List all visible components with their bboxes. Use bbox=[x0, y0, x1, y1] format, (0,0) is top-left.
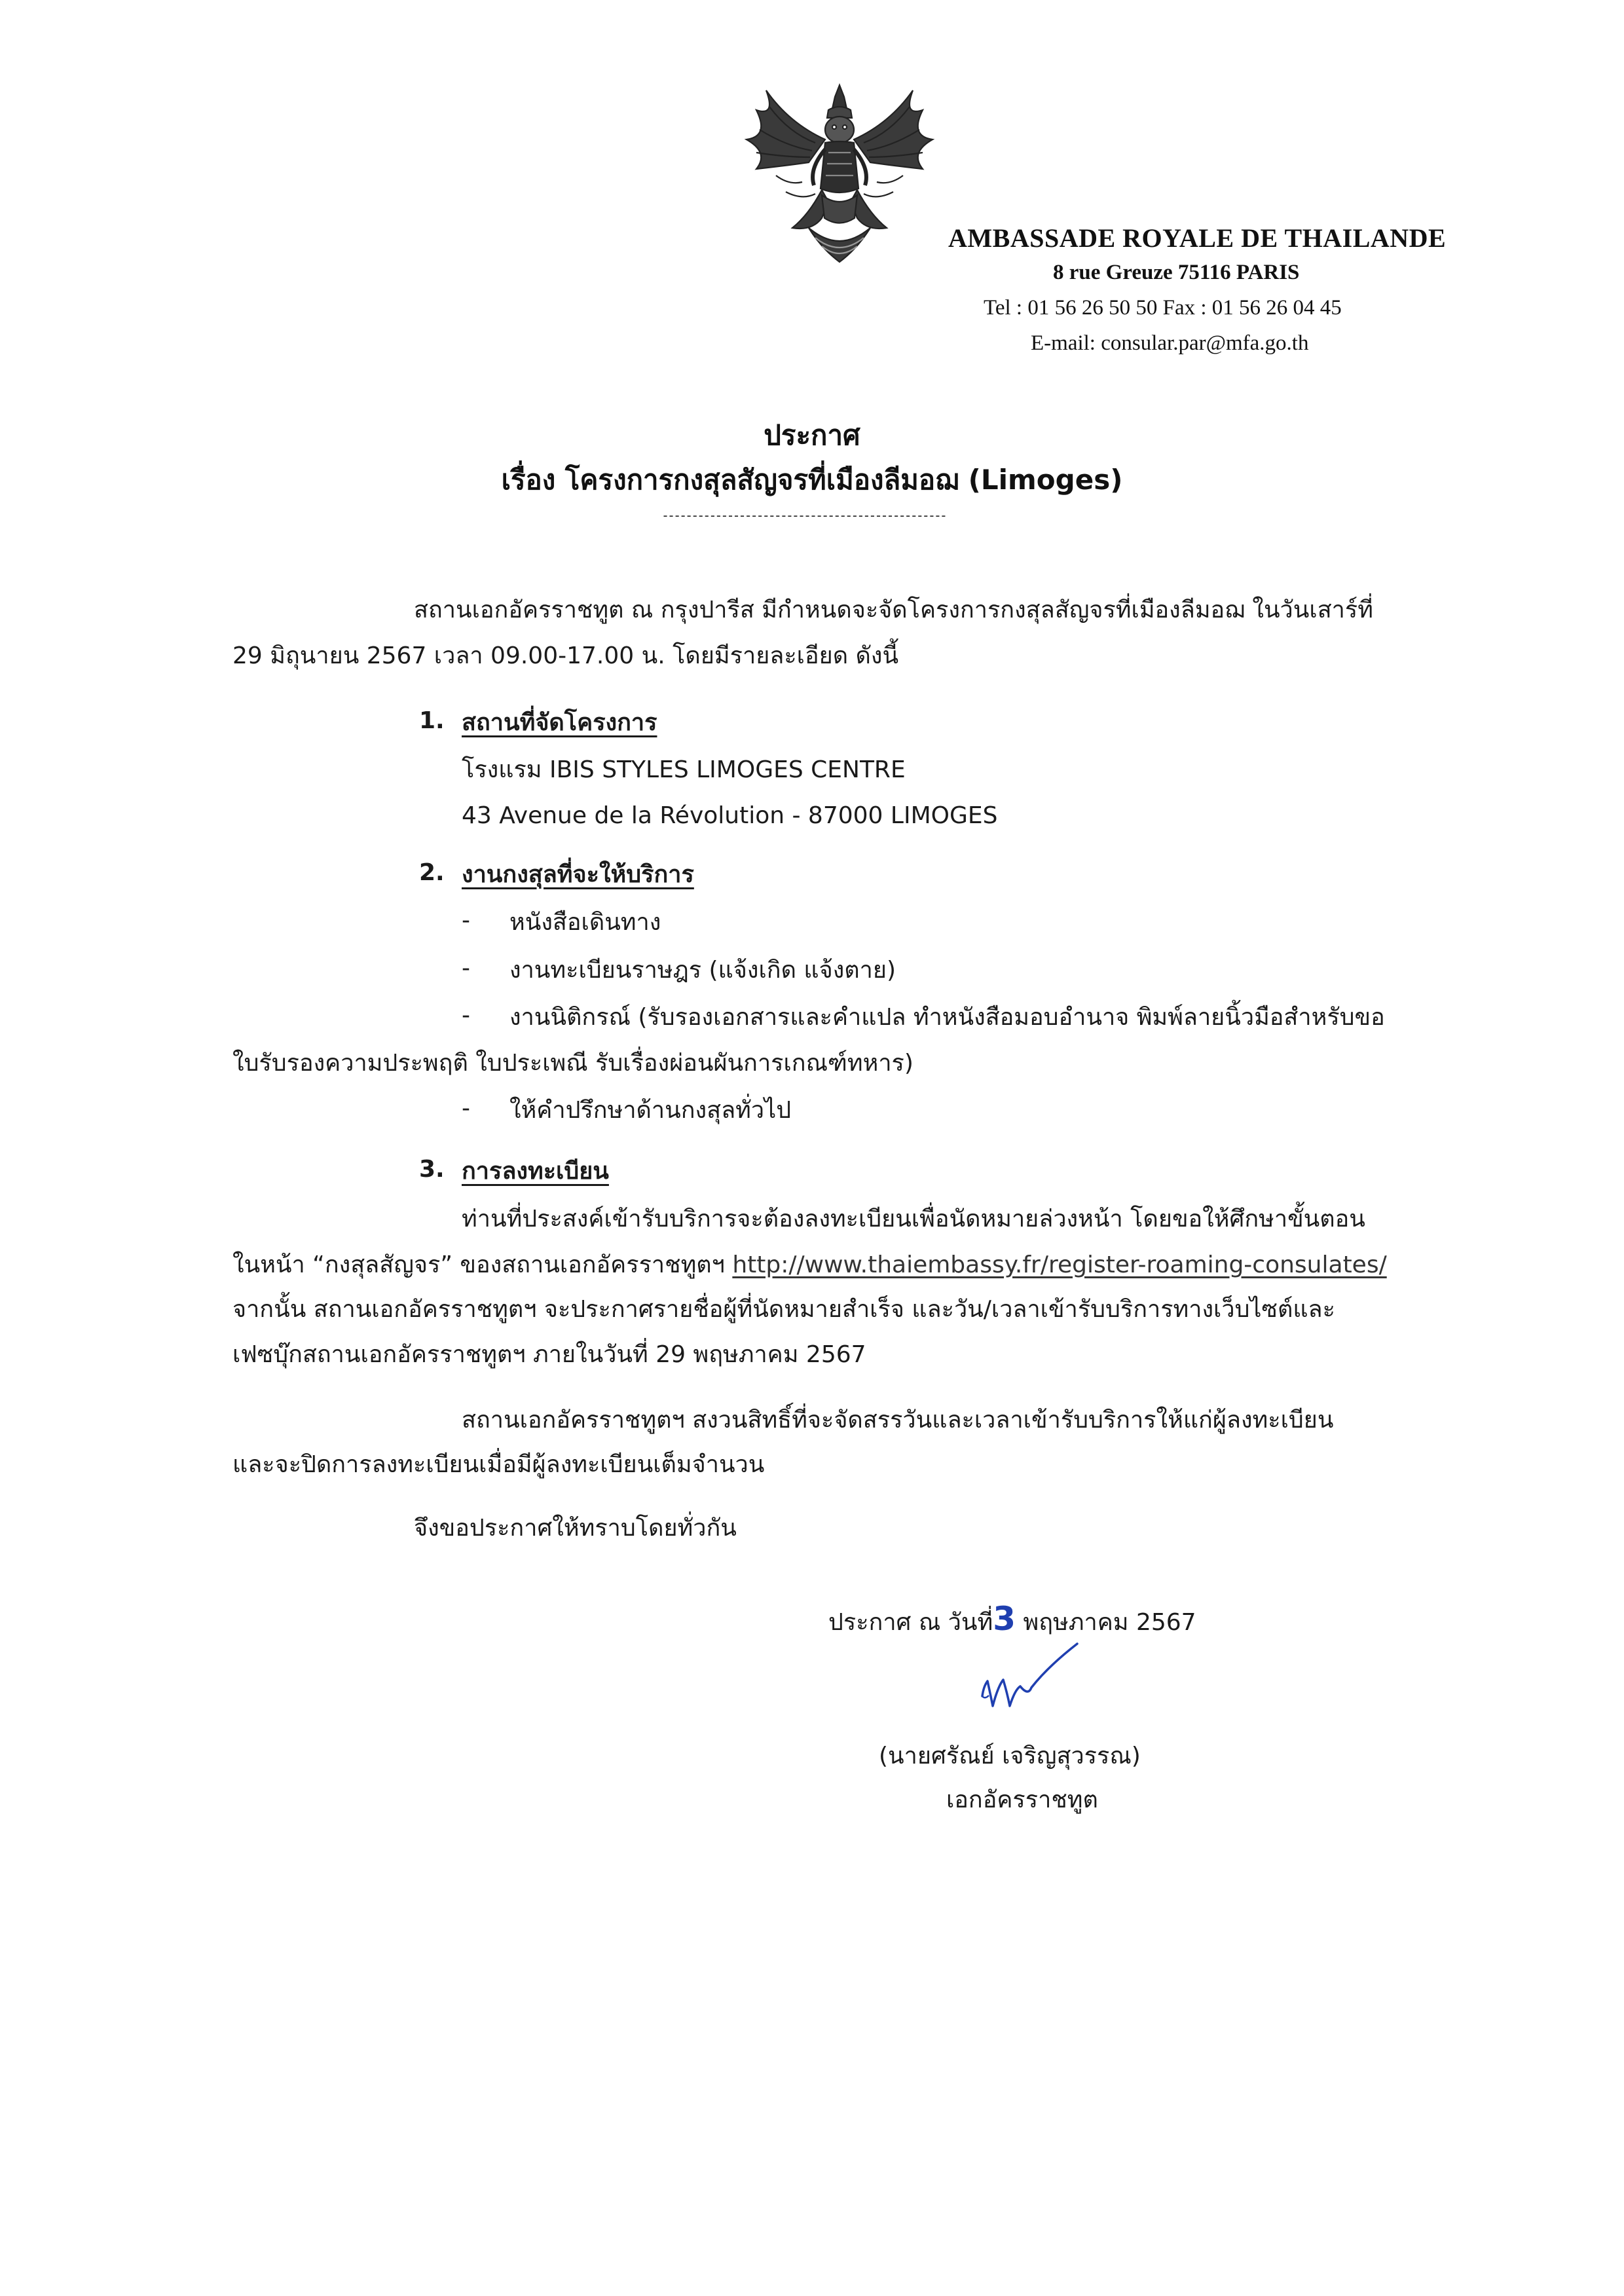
bullet: - bbox=[462, 1095, 470, 1122]
title-separator: ------------------------------------------------ bbox=[661, 508, 946, 523]
bullet: - bbox=[462, 907, 470, 934]
registration-line-2 bbox=[232, 1250, 1387, 1281]
section-1-number: 1. bbox=[419, 707, 445, 734]
bullet: - bbox=[462, 1002, 470, 1029]
section-2-number: 2. bbox=[419, 859, 445, 886]
announcement-subject: เรื่อง โครงการกงสุลสัญจรที่เมืองลีมอฌ (Limoges) bbox=[501, 464, 1123, 496]
signer-name: (นายศรัณย์ เจริญสุวรรณ) bbox=[879, 1743, 1141, 1769]
announcement-date-prefix: ประกาศ ณ วันที่ bbox=[828, 1609, 993, 1636]
embassy-address: 8 rue Greuze 75116 PARIS bbox=[1053, 261, 1300, 284]
signature-mark bbox=[969, 1640, 1094, 1732]
announcement-date bbox=[828, 1600, 1196, 1639]
signer-position: เอกอัครราชทูต bbox=[946, 1787, 1098, 1813]
embassy-phone-fax: Tel : 01 56 26 50 50 Fax : 01 56 26 04 45 bbox=[984, 296, 1342, 320]
service-item-continued: ใบรับรองความประพฤติ ใบประเพณี รับเรื่องผ่อนผันการเกณฑ์ทหาร) bbox=[232, 1050, 913, 1077]
registration-line-1: ท่านที่ประสงค์เข้ารับบริการจะต้องลงทะเบียนเพื่อนัดหมายล่วงหน้า โดยขอให้ศึกษาขั้นตอน bbox=[462, 1206, 1365, 1232]
registration-line-3: จากนั้น สถานเอกอัครราชทูตฯ จะประกาศรายชื่อผู้ที่นัดหมายสำเร็จ และวัน/เวลาเข้ารับบริการทางเว็บไซต์และ bbox=[232, 1296, 1335, 1323]
bullet: - bbox=[462, 955, 470, 982]
venue-hotel: โรงแรม IBIS STYLES LIMOGES CENTRE bbox=[462, 756, 906, 783]
service-item: ให้คำปรึกษาด้านกงสุลทั่วไป bbox=[509, 1097, 792, 1124]
service-item: งานนิติกรณ์ (รับรองเอกสารและคำแปล ทำหนังสือมอบอำนาจ พิมพ์ลายนิ้วมือสำหรับขอ bbox=[509, 1004, 1385, 1031]
garuda-emblem-icon bbox=[730, 77, 950, 274]
registration-line-2-text: ในหน้า “กงสุลสัญจร” ของสถานเอกอัครราชทูตฯ bbox=[232, 1251, 725, 1278]
section-2-heading: งานกงสุลที่จะให้บริการ bbox=[462, 861, 694, 888]
reservation-line-2: และจะปิดการลงทะเบียนเมื่อมีผู้ลงทะเบียนเต็มจำนวน bbox=[232, 1451, 765, 1478]
service-item: หนังสือเดินทาง bbox=[509, 909, 661, 936]
venue-address: 43 Avenue de la Révolution - 87000 LIMOGES bbox=[462, 802, 998, 829]
registration-link[interactable]: http://www.thaiembassy.fr/register-roaming-consulates/ bbox=[732, 1251, 1387, 1278]
intro-line-1: สถานเอกอัครราชทูต ณ กรุงปารีส มีกำหนดจะจัดโครงการกงสุลสัญจรที่เมืองลีมอฌ ในวันเสาร์ที่ bbox=[414, 597, 1373, 623]
intro-line-2: 29 มิถุนายน 2567 เวลา 09.00-17.00 น. โดยมีรายละเอียด ดังนี้ bbox=[232, 642, 899, 669]
announcement-heading: ประกาศ bbox=[764, 419, 860, 451]
embassy-email: E-mail: consular.par@mfa.go.th bbox=[1031, 331, 1309, 355]
section-3-heading: การลงทะเบียน bbox=[462, 1158, 609, 1185]
embassy-name: AMBASSADE ROYALE DE THAILANDE bbox=[948, 223, 1447, 253]
closing-statement: จึงขอประกาศให้ทราบโดยทั่วกัน bbox=[414, 1515, 737, 1542]
announcement-date-suffix: พฤษภาคม 2567 bbox=[1023, 1609, 1196, 1636]
reservation-line-1: สถานเอกอัครราชทูตฯ สงวนสิทธิ์ที่จะจัดสรรวันและเวลาเข้ารับบริการให้แก่ผู้ลงทะเบียน bbox=[462, 1407, 1334, 1434]
handwritten-day: 3 bbox=[993, 1600, 1016, 1638]
service-item: งานทะเบียนราษฎร (แจ้งเกิด แจ้งตาย) bbox=[509, 957, 896, 984]
section-1-heading: สถานที่จัดโครงการ bbox=[462, 709, 657, 736]
section-3-number: 3. bbox=[419, 1156, 445, 1183]
registration-line-4: เฟซบุ๊กสถานเอกอัครราชทูตฯ ภายในวันที่ 29 พฤษภาคม 2567 bbox=[232, 1341, 866, 1368]
